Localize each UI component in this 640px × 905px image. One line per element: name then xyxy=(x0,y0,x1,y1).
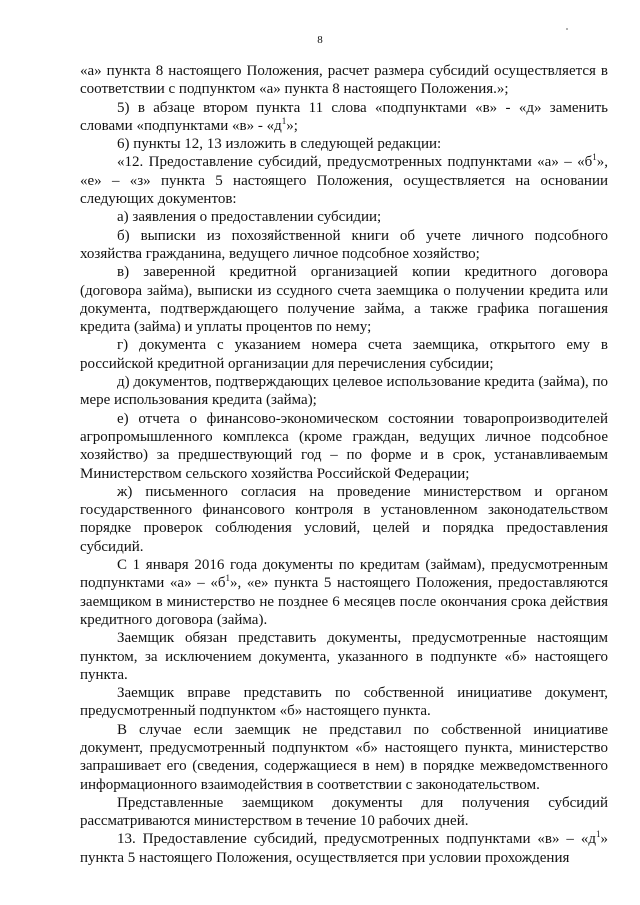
text-run: г) документа с указанием номера счета заемщика, открытого ему в российской кредитной организации для перечисления субсидии; xyxy=(80,337,608,372)
text-run: в) заверенной кредитной организацией копии кредитного договора (договора займа), выписки из ссудного счета заемщика о получении кредита или документа, подтверждающего получение займа, а также графика погашения кредита (займа) и уплаты процентов по нему; xyxy=(80,264,608,336)
text-run: е) отчета о финансово-экономическом состоянии товаропроизводителей агропромышленного комплекса (кроме граждан, ведущих личное подсобное хозяйство) за предшествующий год – по форме и в срок, устанавливаемым Министерством сельского хозяйства Российской Федерации; xyxy=(80,410,608,482)
scan-speck xyxy=(566,28,568,30)
document-body xyxy=(80,62,608,867)
text-run: «12. Предоставление субсидий, предусмотренных подпунктами «а» – «б xyxy=(117,154,593,171)
text-run: 13. Предоставление субсидий, предусмотренных подпунктами «в» – «д xyxy=(117,831,596,848)
paragraph xyxy=(80,684,608,721)
text-run: В случае если заемщик не представил по собственной инициативе документ, предусмотренный подпунктом «б» настоящего пункта, министерство запрашивает его (сведения, содержащиеся в нем) в порядке межведомственного информационного взаимодействия в соответствии с законодательством. xyxy=(80,721,608,793)
superscript: 1 xyxy=(596,829,601,840)
text-run: С 1 января 2016 года документы по кредитам (займам), предусмотренным подпунктами «а» – «б xyxy=(80,557,608,592)
paragraph xyxy=(80,794,608,831)
text-run: »; xyxy=(286,117,298,134)
paragraph xyxy=(80,373,608,410)
paragraph xyxy=(80,227,608,264)
paragraph xyxy=(80,830,608,867)
text-run: Заемщик обязан представить документы, предусмотренные настоящим пунктом, за исключением документа, указанного в подпункте «б» настоящего пункта. xyxy=(80,630,608,683)
text-run: ж) письменного согласия на проведение министерством и органом государственного финансового контроля в установленном законодательством порядке проверок соблюдения условий, целей и порядка предоставления субсидий. xyxy=(80,483,608,555)
paragraph xyxy=(80,556,608,629)
paragraph xyxy=(80,263,608,336)
text-run: Заемщик вправе представить по собственной инициативе документ, предусмотренный подпунктом «б» настоящего пункта. xyxy=(80,685,608,720)
paragraph xyxy=(80,99,608,136)
paragraph xyxy=(80,629,608,684)
text-run: 6) пункты 12, 13 изложить в следующей редакции: xyxy=(117,136,442,153)
text-run: 5) в абзаце втором пункта 11 слова «подпунктами «в» - «д» заменить словами «подпунктами «в» - «д xyxy=(80,99,608,134)
paragraph xyxy=(80,721,608,794)
superscript: 1 xyxy=(592,152,597,163)
paragraph xyxy=(80,62,608,99)
paragraph xyxy=(80,410,608,483)
superscript: 1 xyxy=(225,573,230,584)
text-run: Представленные заемщиком документы для получения субсидий рассматриваются министерством в течение 10 рабочих дней. xyxy=(80,794,608,830)
text-run: » пункта 5 настоящего Положения, осуществляется при условии прохождения xyxy=(80,831,608,866)
text-run: «а» пункта 8 настоящего Положения, расчет размера субсидий осуществляется в соответствии с подпунктом «а» пункта 8 настоящего Положения.»; xyxy=(80,63,608,98)
paragraph xyxy=(80,208,608,226)
superscript: 1 xyxy=(281,115,287,126)
text-run: », «е» – «з» пункта 5 настоящего Положения, осуществляется на основании следующих документов: xyxy=(80,154,608,208)
page-number: 8 xyxy=(317,34,323,46)
text-run: д) документов, подтверждающих целевое использование кредита (займа), по мере использования кредита (займа); xyxy=(80,374,608,409)
paragraph xyxy=(80,135,608,153)
paragraph xyxy=(80,336,608,373)
text-run: а) заявления о предоставлении субсидии; xyxy=(117,209,382,226)
text-run: б) выписки из похозяйственной книги об учете личного подсобного хозяйства гражданина, ведущего личное подсобное хозяйство; xyxy=(80,227,608,262)
paragraph xyxy=(80,153,608,208)
paragraph xyxy=(80,483,608,556)
text-run: », «е» пункта 5 настоящего Положения, предоставляются заемщиком в министерство не позднее 6 месяцев после окончания срока действия кредитного договора (займа). xyxy=(80,575,608,628)
